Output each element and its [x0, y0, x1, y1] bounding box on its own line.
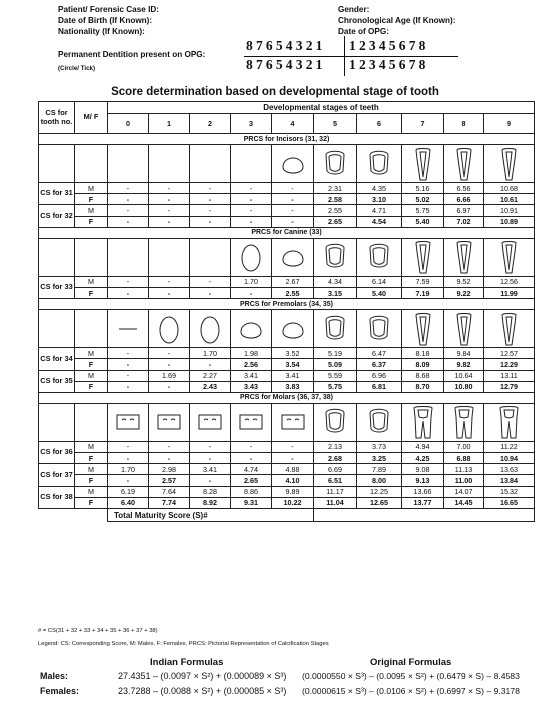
score-cell[interactable]: 5.40 — [357, 287, 402, 298]
score-cell[interactable]: - — [272, 216, 314, 227]
score-cell[interactable]: 8.28 — [190, 486, 231, 497]
score-cell[interactable]: - — [149, 216, 190, 227]
score-cell[interactable]: - — [149, 276, 190, 287]
tooth-stage-icon — [408, 312, 438, 346]
score-cell[interactable]: 6.14 — [357, 276, 402, 287]
score-cell[interactable]: - — [108, 475, 149, 486]
tooth-stage-icon — [364, 240, 394, 274]
score-cell[interactable]: 6.37 — [357, 359, 402, 370]
dash-icon — [113, 312, 143, 346]
score-cell[interactable]: 2.13 — [314, 441, 357, 452]
score-cell[interactable]: 7.19 — [402, 287, 444, 298]
score-cell[interactable]: - — [149, 453, 190, 464]
total-row — [39, 509, 535, 522]
tooth-stage-icon — [364, 147, 394, 181]
score-cell[interactable]: 11.99 — [484, 287, 535, 298]
stage-header: 5 — [314, 114, 357, 134]
stage-header: 0 — [108, 114, 149, 134]
stage-header: 2 — [190, 114, 231, 134]
stage-header: 9 — [484, 114, 535, 134]
score-cell[interactable]: 9.89 — [272, 486, 314, 497]
row-38-female — [39, 497, 535, 508]
total-maturity-score-label: Total Maturity Score (S)# — [108, 509, 314, 522]
lower-left-quadrant[interactable]: 87654321 — [246, 57, 326, 72]
stage-header: 4 — [272, 114, 314, 134]
score-cell[interactable]: 6.66 — [444, 194, 484, 205]
date-opg-label: Date of OPG: — [338, 27, 389, 36]
score-cell[interactable]: 6.19 — [108, 486, 149, 497]
gender-label: Gender: — [338, 5, 370, 14]
score-cell[interactable]: 10.89 — [484, 216, 535, 227]
score-cell[interactable]: 5.02 — [402, 194, 444, 205]
score-cell[interactable]: 2.27 — [190, 370, 231, 381]
score-cell[interactable]: 6.51 — [314, 475, 357, 486]
score-cell[interactable]: 12.57 — [484, 348, 535, 359]
score-cell[interactable]: 2.43 — [190, 381, 231, 392]
score-cell[interactable]: 4.71 — [357, 205, 402, 216]
original-formulas-title: Original Formulas — [370, 657, 452, 668]
score-cell[interactable]: - — [272, 453, 314, 464]
score-cell[interactable]: 2.65 — [314, 216, 357, 227]
score-cell[interactable]: 4.74 — [231, 464, 272, 475]
score-cell[interactable]: - — [231, 216, 272, 227]
score-cell[interactable]: 6.56 — [444, 183, 484, 194]
sex-cell: M — [75, 183, 108, 194]
score-cell[interactable]: - — [231, 441, 272, 452]
score-cell[interactable]: 2.68 — [314, 453, 357, 464]
score-cell[interactable]: 8.86 — [231, 486, 272, 497]
score-cell[interactable]: 6.88 — [444, 453, 484, 464]
score-cell[interactable]: 6.96 — [357, 370, 402, 381]
score-cell[interactable]: 11.22 — [484, 441, 535, 452]
score-cell[interactable]: - — [108, 359, 149, 370]
prcs-row-premolars — [39, 310, 535, 348]
sex-cell: F — [75, 359, 108, 370]
score-cell[interactable]: 8.00 — [357, 475, 402, 486]
score-cell[interactable]: 10.64 — [444, 370, 484, 381]
score-cell[interactable]: - — [149, 441, 190, 452]
score-cell[interactable]: - — [190, 216, 231, 227]
tooth-stage-icon — [408, 147, 438, 181]
score-cell[interactable]: 10.94 — [484, 453, 535, 464]
score-cell[interactable]: 6.97 — [444, 205, 484, 216]
males-label: Males: — [40, 671, 69, 681]
score-cell[interactable]: 10.68 — [484, 183, 535, 194]
row-37-female — [39, 475, 535, 486]
score-cell[interactable]: 3.83 — [272, 381, 314, 392]
score-cell[interactable]: 10.91 — [484, 205, 535, 216]
score-cell[interactable]: - — [272, 183, 314, 194]
section-incisors: PRCS for Incisors (31, 32) — [39, 134, 535, 145]
cs-label-32: CS for 32 — [39, 205, 75, 227]
score-cell[interactable]: 1.70 — [108, 464, 149, 475]
tooth-stage-icon — [494, 312, 524, 346]
score-cell[interactable]: 1.70 — [190, 348, 231, 359]
score-cell[interactable]: 12.79 — [484, 381, 535, 392]
patient-id-label: Patient/ Forensic Case ID: — [58, 5, 160, 14]
tooth-stage-icon — [236, 312, 266, 346]
score-cell[interactable]: - — [190, 194, 231, 205]
score-cell[interactable]: 4.34 — [314, 276, 357, 287]
score-cell[interactable]: 8.68 — [402, 370, 444, 381]
prcs-row-incisors — [39, 145, 535, 183]
row-31-male — [39, 183, 535, 194]
females-label: Females: — [40, 686, 80, 696]
score-cell[interactable]: - — [272, 194, 314, 205]
score-cell[interactable]: 5.09 — [314, 359, 357, 370]
score-cell[interactable]: - — [231, 183, 272, 194]
prcs-row-molars — [39, 403, 535, 441]
row-35-female — [39, 381, 535, 392]
original-female-formula: (0.0000615 × S³) – (0.0106 × S²) + (0.6997 × S) – 9.3178 — [302, 686, 520, 696]
cs-column-header: CS for tooth no. — [39, 102, 75, 134]
score-cell[interactable]: 2.55 — [314, 205, 357, 216]
score-cell[interactable]: - — [149, 205, 190, 216]
score-cell[interactable]: 3.43 — [231, 381, 272, 392]
score-cell[interactable]: 10.61 — [484, 194, 535, 205]
score-cell[interactable]: - — [272, 441, 314, 452]
score-cell[interactable]: 11.17 — [314, 486, 357, 497]
tooth-stage-icon — [154, 405, 184, 439]
score-cell[interactable]: 3.15 — [314, 287, 357, 298]
score-cell[interactable]: - — [190, 475, 231, 486]
score-cell[interactable]: - — [231, 287, 272, 298]
score-cell[interactable]: 2.58 — [314, 194, 357, 205]
score-cell[interactable]: 4.35 — [357, 183, 402, 194]
nationality-label: Nationality (If Known): — [58, 27, 145, 36]
row-31-female — [39, 194, 535, 205]
tooth-stage-icon — [320, 240, 350, 274]
score-cell[interactable]: - — [108, 183, 149, 194]
tooth-stage-icon — [364, 312, 394, 346]
lower-right-quadrant[interactable]: 12345678 — [349, 57, 429, 72]
sex-cell: M — [75, 276, 108, 287]
tooth-stage-icon — [195, 405, 225, 439]
score-cell[interactable]: 5.19 — [314, 348, 357, 359]
sex-cell: M — [75, 205, 108, 216]
score-cell[interactable]: 8.18 — [402, 348, 444, 359]
row-37-male — [39, 464, 535, 475]
permanent-dentition-label: Permanent Dentition present on OPG: — [58, 50, 206, 59]
score-cell[interactable]: 13.11 — [484, 370, 535, 381]
score-cell[interactable]: 12.25 — [357, 486, 402, 497]
score-cell[interactable]: 2.31 — [314, 183, 357, 194]
score-cell[interactable]: 6.81 — [357, 381, 402, 392]
score-cell[interactable]: 14.07 — [444, 486, 484, 497]
score-cell[interactable]: 11.00 — [444, 475, 484, 486]
score-cell[interactable]: 8.70 — [402, 381, 444, 392]
score-cell[interactable]: 4.88 — [272, 464, 314, 475]
sex-cell: M — [75, 348, 108, 359]
score-cell[interactable]: 16.65 — [484, 497, 535, 508]
score-cell[interactable]: - — [190, 359, 231, 370]
score-cell[interactable]: 2.56 — [231, 359, 272, 370]
tooth-stage-icon — [278, 240, 308, 274]
sex-cell: F — [75, 497, 108, 508]
score-cell[interactable]: 8.92 — [190, 497, 231, 508]
score-cell[interactable]: - — [108, 276, 149, 287]
score-cell[interactable]: 1.98 — [231, 348, 272, 359]
sex-cell: M — [75, 486, 108, 497]
score-cell[interactable]: 6.47 — [357, 348, 402, 359]
stage-header: 1 — [149, 114, 190, 134]
score-cell[interactable]: 2.98 — [149, 464, 190, 475]
score-cell[interactable]: 13.66 — [402, 486, 444, 497]
score-cell[interactable]: 11.13 — [444, 464, 484, 475]
section-canine: PRCS for Canine (33) — [39, 227, 535, 238]
score-cell[interactable]: 4.25 — [402, 453, 444, 464]
tooth-stage-icon — [408, 405, 438, 439]
sex-cell: F — [75, 287, 108, 298]
score-cell[interactable]: 10.80 — [444, 381, 484, 392]
score-cell[interactable]: 13.77 — [402, 497, 444, 508]
cs-label-33: CS for 33 — [39, 276, 75, 298]
tooth-stage-icon — [278, 147, 308, 181]
score-cell[interactable]: 5.16 — [402, 183, 444, 194]
score-cell[interactable]: 7.59 — [402, 276, 444, 287]
cs-label-38: CS for 38 — [39, 486, 75, 508]
section-premolars: PRCS for Premolars (34, 35) — [39, 299, 535, 310]
row-33-male — [39, 276, 535, 287]
score-cell[interactable]: - — [108, 453, 149, 464]
score-cell[interactable]: - — [190, 441, 231, 452]
cs-label-34: CS for 34 — [39, 348, 75, 370]
score-cell[interactable]: 7.64 — [149, 486, 190, 497]
score-cell[interactable]: - — [108, 194, 149, 205]
score-cell[interactable]: 2.67 — [272, 276, 314, 287]
original-male-formula: (0.0000550 × S³) – (0.0095 × S²) + (0.6479 × S) – 8.4583 — [302, 671, 520, 681]
score-cell[interactable]: - — [108, 381, 149, 392]
score-cell[interactable]: 2.55 — [272, 287, 314, 298]
cs-label-31: CS for 31 — [39, 183, 75, 205]
stage-header: 6 — [357, 114, 402, 134]
score-cell[interactable]: 15.32 — [484, 486, 535, 497]
hash-footnote: # = CS(31 + 32 + 33 + 34 + 35 + 36 + 37 + 38) — [38, 628, 158, 634]
score-cell[interactable]: 5.59 — [314, 370, 357, 381]
score-cell[interactable]: - — [149, 194, 190, 205]
score-cell[interactable]: - — [231, 205, 272, 216]
score-cell[interactable]: 6.69 — [314, 464, 357, 475]
row-32-female — [39, 216, 535, 227]
score-cell[interactable]: 7.89 — [357, 464, 402, 475]
score-cell[interactable]: 9.82 — [444, 359, 484, 370]
score-cell[interactable]: 5.75 — [314, 381, 357, 392]
tooth-stage-icon — [320, 405, 350, 439]
tooth-stage-icon — [195, 312, 225, 346]
score-cell[interactable]: 10.22 — [272, 497, 314, 508]
tooth-stage-icon — [449, 312, 479, 346]
score-cell[interactable]: - — [149, 381, 190, 392]
score-cell[interactable]: 13.84 — [484, 475, 535, 486]
tooth-stage-icon — [449, 405, 479, 439]
row-36-male — [39, 441, 535, 452]
score-cell[interactable]: - — [231, 194, 272, 205]
score-cell[interactable]: 3.25 — [357, 453, 402, 464]
row-35-male — [39, 370, 535, 381]
sex-cell: F — [75, 453, 108, 464]
stage-header: 3 — [231, 114, 272, 134]
score-cell[interactable]: 4.54 — [357, 216, 402, 227]
score-cell[interactable]: 9.52 — [444, 276, 484, 287]
score-cell[interactable]: - — [108, 441, 149, 452]
tooth-stage-icon — [449, 240, 479, 274]
score-cell[interactable]: - — [190, 287, 231, 298]
score-cell[interactable]: 12.56 — [484, 276, 535, 287]
score-cell[interactable]: 7.00 — [444, 441, 484, 452]
tooth-stage-icon — [320, 147, 350, 181]
score-cell[interactable]: 9.84 — [444, 348, 484, 359]
tooth-stage-icon — [113, 405, 143, 439]
score-cell[interactable]: 3.73 — [357, 441, 402, 452]
score-cell[interactable]: - — [108, 216, 149, 227]
score-cell[interactable]: - — [190, 453, 231, 464]
score-cell[interactable]: - — [190, 205, 231, 216]
tooth-stage-icon — [320, 312, 350, 346]
score-cell[interactable]: 9.08 — [402, 464, 444, 475]
score-cell[interactable]: 13.63 — [484, 464, 535, 475]
upper-left-quadrant[interactable]: 87654321 — [246, 38, 326, 53]
stage-header: 8 — [444, 114, 484, 134]
tooth-stage-icon — [236, 240, 266, 274]
score-cell[interactable]: 3.52 — [272, 348, 314, 359]
dob-label: Date of Birth (If Known): — [58, 16, 153, 25]
occlusal-divider — [244, 56, 458, 57]
upper-right-quadrant[interactable]: 12345678 — [349, 38, 429, 53]
tooth-stage-icon — [408, 240, 438, 274]
cs-label-37: CS for 37 — [39, 464, 75, 486]
sex-cell: M — [75, 464, 108, 475]
score-cell[interactable]: 2.57 — [149, 475, 190, 486]
score-cell[interactable]: 9.31 — [231, 497, 272, 508]
score-cell[interactable]: 6.40 — [108, 497, 149, 508]
sex-cell: F — [75, 194, 108, 205]
chrono-age-label: Chronological Age (If Known): — [338, 16, 456, 25]
score-cell[interactable]: 3.41 — [272, 370, 314, 381]
score-cell[interactable]: 9.22 — [444, 287, 484, 298]
score-cell[interactable]: 9.13 — [402, 475, 444, 486]
score-cell[interactable]: 4.94 — [402, 441, 444, 452]
score-cell[interactable]: - — [149, 183, 190, 194]
score-cell[interactable]: 3.41 — [190, 464, 231, 475]
score-cell[interactable]: 7.74 — [149, 497, 190, 508]
score-cell[interactable]: 1.69 — [149, 370, 190, 381]
score-cell[interactable]: - — [108, 205, 149, 216]
legend-footnote: Legend: CS: Corresponding Score, M: Males, F: Females, PRCS: Pictorial Representation of Calcification Stages — [38, 641, 329, 647]
score-cell[interactable]: 12.29 — [484, 359, 535, 370]
cs-label-35: CS for 35 — [39, 370, 75, 392]
score-cell[interactable]: - — [108, 287, 149, 298]
indian-formulas-title: Indian Formulas — [150, 657, 224, 668]
score-cell[interactable]: - — [272, 205, 314, 216]
mf-column-header: M/ F — [75, 102, 108, 134]
score-cell[interactable]: 5.75 — [402, 205, 444, 216]
row-33-female — [39, 287, 535, 298]
score-cell[interactable]: - — [149, 359, 190, 370]
tooth-stage-icon — [494, 240, 524, 274]
row-32-male — [39, 205, 535, 216]
tooth-stage-icon — [154, 312, 184, 346]
score-cell[interactable]: 8.09 — [402, 359, 444, 370]
circle-tick-note: (Circle/ Tick) — [58, 65, 96, 72]
score-cell[interactable]: - — [149, 287, 190, 298]
tooth-stage-icon — [494, 405, 524, 439]
score-cell[interactable]: 12.65 — [357, 497, 402, 508]
score-cell[interactable]: 2.65 — [231, 475, 272, 486]
score-cell[interactable]: - — [190, 183, 231, 194]
tooth-stage-icon — [278, 312, 308, 346]
score-cell[interactable]: - — [108, 348, 149, 359]
score-cell[interactable]: 3.10 — [357, 194, 402, 205]
indian-male-formula: 27.4351 – (0.0097 × S²) + (0.000089 × S³) — [118, 671, 287, 681]
total-maturity-score-value[interactable] — [314, 509, 535, 522]
stage-header: 7 — [402, 114, 444, 134]
score-table — [38, 101, 535, 522]
score-cell[interactable]: - — [190, 276, 231, 287]
stages-header: Developmental stages of teeth — [108, 102, 535, 114]
score-cell[interactable]: - — [231, 453, 272, 464]
sex-cell: F — [75, 216, 108, 227]
row-38-male — [39, 486, 535, 497]
score-cell[interactable]: 7.02 — [444, 216, 484, 227]
table-title: Score determination based on developmental stage of tooth — [111, 86, 439, 98]
section-molars: PRCS for Molars (36, 37, 38) — [39, 392, 535, 403]
cs-label-36: CS for 36 — [39, 441, 75, 463]
sex-cell: M — [75, 370, 108, 381]
score-cell[interactable]: 3.41 — [231, 370, 272, 381]
tooth-stage-icon — [278, 405, 308, 439]
prcs-row-canine — [39, 238, 535, 276]
tooth-stage-icon — [449, 147, 479, 181]
row-34-female — [39, 359, 535, 370]
row-34-male — [39, 348, 535, 359]
row-36-female — [39, 453, 535, 464]
indian-female-formula: 23.7288 – (0.0088 × S²) + (0.000085 × S³) — [118, 686, 287, 696]
score-cell[interactable]: - — [108, 370, 149, 381]
sex-cell: F — [75, 381, 108, 392]
score-cell[interactable]: 11.04 — [314, 497, 357, 508]
score-cell[interactable]: 3.54 — [272, 359, 314, 370]
sex-cell: M — [75, 441, 108, 452]
score-cell[interactable]: 1.70 — [231, 276, 272, 287]
sex-cell: F — [75, 475, 108, 486]
tooth-stage-icon — [364, 405, 394, 439]
score-cell[interactable]: 4.10 — [272, 475, 314, 486]
score-cell[interactable]: 5.40 — [402, 216, 444, 227]
score-cell[interactable]: 14.45 — [444, 497, 484, 508]
score-cell[interactable]: - — [149, 348, 190, 359]
tooth-stage-icon — [236, 405, 266, 439]
tooth-stage-icon — [494, 147, 524, 181]
